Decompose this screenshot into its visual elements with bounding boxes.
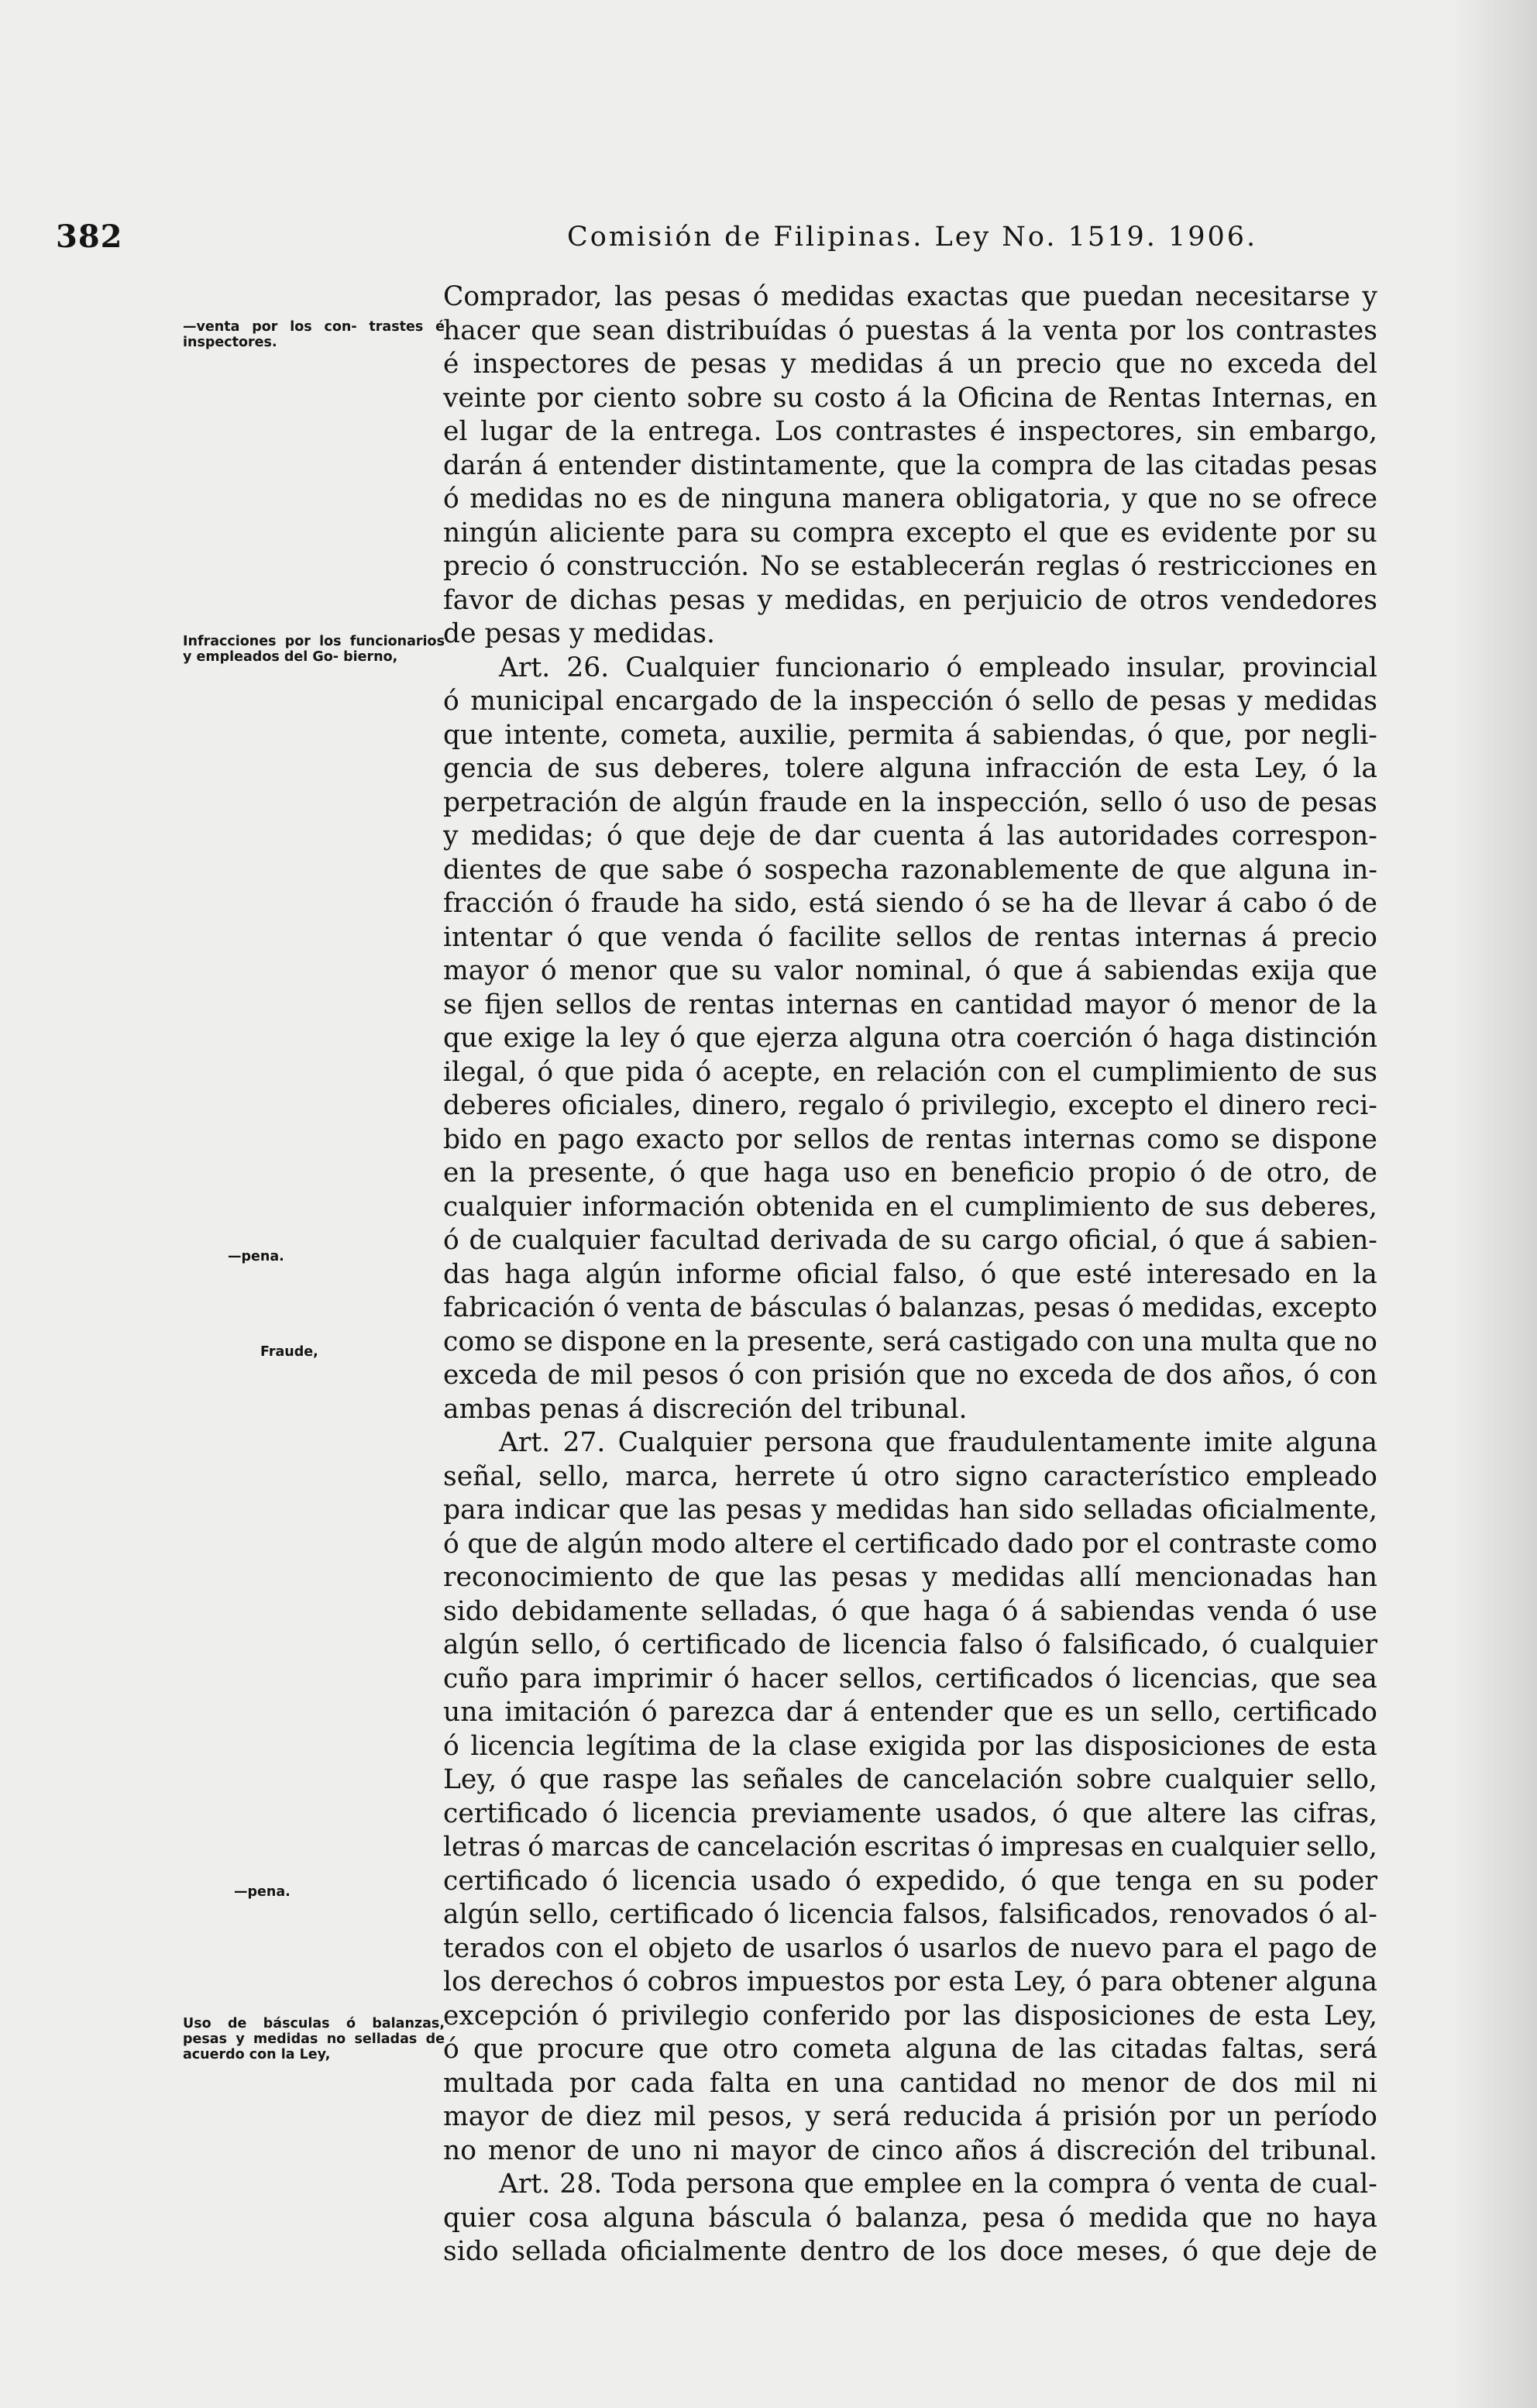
text-line: multada por cada falta en una cantidad no menor de dos mil ni [443, 2067, 1377, 2099]
text-line: fabricación ó venta de básculas ó balanzas, pesas ó medidas, excepto [443, 1292, 1377, 1323]
text-line: bido en pago exacto por sellos de rentas internas como se dispone [443, 1123, 1377, 1155]
text-line: no menor de uno ni mayor de cinco años á discreción del tribunal. [443, 2135, 1377, 2166]
margin-note-uso-basculas: Uso de básculas ó balanzas, pesas y medidas no selladas de acuerdo con la Ley, [183, 2016, 445, 2062]
margin-note-pena-2: —pena. [234, 1884, 291, 1900]
text-line: exceda de mil pesos ó con prisión que no exceda de dos años, ó con [443, 1360, 1377, 1391]
text-line: quier cosa alguna báscula ó balanza, pesa ó medida que no haya [443, 2202, 1377, 2234]
text-line: é inspectores de pesas y medidas á un precio que no exceda del [443, 349, 1377, 380]
text-line: ó de cualquier facultad derivada de su cargo oficial, ó que á sabien- [443, 1225, 1377, 1256]
text-line: algún sello, certificado ó licencia falsos, falsificados, renovados ó al- [443, 1899, 1377, 1930]
text-line: perpetración de algún fraude en la inspección, sello ó uso de pesas [443, 786, 1377, 818]
text-line: sido sellada oficialmente dentro de los doce meses, ó que deje de [443, 2236, 1377, 2267]
text-line: gencia de sus deberes, tolere alguna infracción de esta Ley, ó la [443, 753, 1377, 784]
text-line: se fijen sellos de rentas internas en cantidad mayor ó menor de la [443, 989, 1377, 1020]
text-line: fracción ó fraude ha sido, está siendo ó se ha de llevar á cabo ó de [443, 888, 1377, 919]
text-line: ilegal, ó que pida ó acepte, en relación con el cumplimiento de sus [443, 1056, 1377, 1088]
running-head: Comisión de Filipinas. Ley No. 1519. 1906. [567, 222, 1258, 253]
page-header [56, 218, 1388, 265]
article-start-line: Art. 27. Cualquier persona que fraudulentamente imite alguna [499, 1427, 1377, 1458]
text-line: ó medidas no es de ninguna manera obligatoria, y que no se ofrece [443, 483, 1377, 514]
text-line: cualquier información obtenida en el cumplimiento de sus deberes, [443, 1191, 1377, 1223]
text-line: ambas penas á discreción del tribunal. [443, 1393, 968, 1425]
text-line: ó que procure que otro cometa alguna de las citadas faltas, será [443, 2034, 1377, 2065]
text-line: para indicar que las pesas y medidas han sido selladas oficialmente, [443, 1495, 1377, 1526]
text-line: ó municipal encargado de la inspección ó sello de pesas y medidas [443, 686, 1377, 717]
text-line: deberes oficiales, dinero, regalo ó privilegio, excepto el dinero reci- [443, 1090, 1377, 1121]
article-start-line: Art. 28. Toda persona que emplee en la compra ó venta de cual- [499, 2169, 1377, 2200]
text-line: el lugar de la entrega. Los contrastes é inspectores, sin embargo, [443, 416, 1377, 447]
text-line: precio ó construcción. No se establecerán reglas ó restricciones en [443, 551, 1377, 582]
text-line: que intente, cometa, auxilie, permita á sabiendas, ó que, por negli- [443, 719, 1377, 751]
text-line: hacer que sean distribuídas ó puestas á la venta por los contrastes [443, 315, 1377, 346]
text-line: los derechos ó cobros impuestos por esta Ley, ó para obtener alguna [443, 1966, 1377, 1997]
page-edge-shadow [1452, 0, 1537, 2408]
text-line: veinte por ciento sobre su costo á la Oficina de Rentas Internas, en [443, 382, 1377, 414]
text-line: letras ó marcas de cancelación escritas ó impresas en cualquier sello, [443, 1832, 1377, 1863]
text-line: algún sello, ó certificado de licencia falso ó falsificado, ó cualquier [443, 1629, 1377, 1660]
text-line: Comprador, las pesas ó medidas exactas que puedan necesitarse y [443, 281, 1377, 312]
text-line: reconocimiento de que las pesas y medidas allí mencionadas han [443, 1562, 1377, 1593]
margin-note-infracciones: Infracciones por los funcionarios y empleados del Go- bierno, [183, 634, 445, 665]
text-line: y medidas; ó que deje de dar cuenta á las autoridades correspon- [443, 820, 1377, 851]
text-line: cuño para imprimir ó hacer sellos, certificados ó licencias, que sea [443, 1663, 1377, 1694]
text-line: de pesas y medidas. [443, 618, 715, 649]
text-line: como se dispone en la presente, será castigado con una multa que no [443, 1326, 1377, 1357]
text-line: dientes de que sabe ó sospecha razonablemente de que alguna in- [443, 854, 1377, 886]
text-line: mayor de diez mil pesos, y será reducida á prisión por un período [443, 2101, 1377, 2132]
text-line: una imitación ó parezca dar á entender que es un sello, certificado [443, 1697, 1377, 1728]
text-line: das haga algún informe oficial falso, ó que esté interesado en la [443, 1258, 1377, 1290]
body-text [443, 280, 1377, 2269]
margin-note-fraude: Fraude, [260, 1344, 318, 1360]
text-line: certificado ó licencia usado ó expedido, ó que tenga en su poder [443, 1865, 1377, 1897]
article-start-line: Art. 26. Cualquier funcionario ó empleado insular, provincial [499, 652, 1377, 683]
text-line: sido debidamente selladas, ó que haga ó á sabiendas venda ó use [443, 1595, 1377, 1627]
text-line: intentar ó que venda ó facilite sellos de rentas internas á precio [443, 921, 1377, 953]
text-line: favor de dichas pesas y medidas, en perjuicio de otros vendedores [443, 584, 1377, 616]
text-line: mayor ó menor que su valor nominal, ó que á sabiendas exija que [443, 955, 1377, 986]
text-line: que exige la ley ó que ejerza alguna otra coerción ó haga distinción [443, 1023, 1377, 1054]
text-line: certificado ó licencia previamente usados, ó que altere las cifras, [443, 1797, 1377, 1829]
margin-note-venta: —venta por los con- trastes é inspectores. [183, 319, 445, 350]
text-line: Ley, ó que raspe las señales de cancelación sobre cualquier sello, [443, 1764, 1377, 1795]
text-line: ningún aliciente para su compra excepto el que es evidente por su [443, 517, 1377, 549]
page-number: 382 [56, 218, 123, 255]
text-line: en la presente, ó que haga uso en beneficio propio ó de otro, de [443, 1158, 1377, 1189]
text-line: terados con el objeto de usarlos ó usarlos de nuevo para el pago de [443, 1932, 1377, 1964]
text-line: excepción ó privilegio conferido por las disposiciones de esta Ley, [443, 2000, 1377, 2031]
margin-notes [183, 279, 445, 2092]
margin-note-pena-1: —pena. [228, 1249, 284, 1264]
text-line: darán á entender distintamente, que la compra de las citadas pesas [443, 449, 1377, 481]
text-line: ó que de algún modo altere el certificado dado por el contraste como [443, 1528, 1377, 1560]
text-line: señal, sello, marca, herrete ú otro signo característico empleado [443, 1460, 1377, 1492]
text-line: ó licencia legítima de la clase exigida por las disposiciones de esta [443, 1730, 1377, 1762]
